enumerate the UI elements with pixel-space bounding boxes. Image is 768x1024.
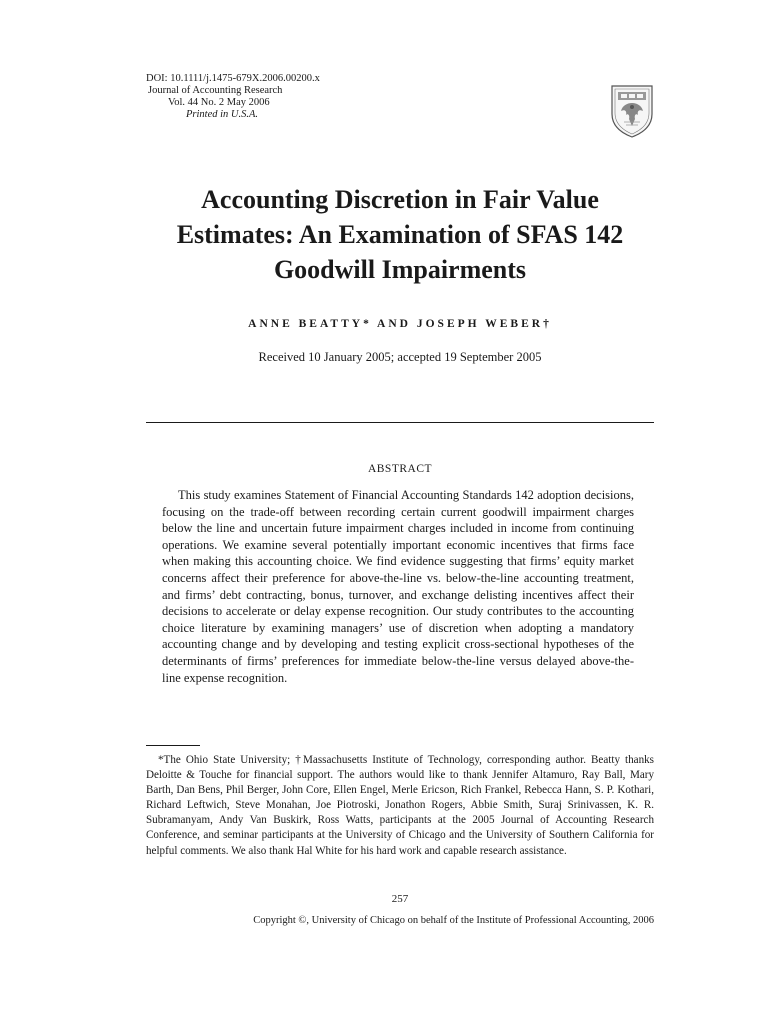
university-seal-icon [610,84,654,138]
section-divider [146,422,654,423]
journal-name: Journal of Accounting Research [148,85,283,96]
copyright-notice: Copyright ©, University of Chicago on behalf of the Institute of Professional Accounting, 2006 [253,915,654,926]
article-authors: ANNE BEATTY* AND JOSEPH WEBER† [248,318,552,330]
author-footnote: *The Ohio State University; †Massachusetts Institute of Technology, corresponding author. Beatty thanks Deloitte & Touche for financial support. The authors would like to thank Jennifer Altamuro, Ray Ball, Mary Barth, Dan Bens, Phil Berger, John Core, Ellen Engel, Merle Ericson, Rich Frankel, Rebecca Hann, S. P. Kothari, Richard Leftwich, Steve Monahan, Joe Piotroski, Jonathon Rogers, Abbie Smith, Suraj Srinivassen, K. R. Subramanyam, Andy Van Buskirk, Ross Watts, participants at the 2005 Journal of Accounting Research Conference, and seminar participants at the University of Chicago and the University of Southern California for helpful comments. We also thank Hal White for his hard work and capable research assistance. [146,754,654,857]
publication-metadata [146,73,320,121]
abstract-heading: ABSTRACT [367,463,433,475]
received-dates: Received 10 January 2005; accepted 19 September 2005 [258,350,542,364]
doi-line: DOI: 10.1111/j.1475-679X.2006.00200.x [146,73,320,84]
footnote-divider [146,745,200,746]
volume-issue: Vol. 44 No. 2 May 2006 [168,97,270,108]
article-title: Accounting Discretion in Fair Value Estimates: An Examination of SFAS 142 Goodwill Impairments [176,185,624,284]
page-number: 257 [391,893,409,905]
printed-location: Printed in U.S.A. [186,109,259,120]
abstract-text: This study examines Statement of Financial Accounting Standards 142 adoption decisions, focusing on the trade-off between recording certain current goodwill impairment charges below the line and uncertain future impairment charges included in income from continuing operations. We examine several potentially important economic incentives that firms face when making this accounting choice. We find evidence suggesting that firms’ equity market concerns affect their preference for above-the-line vs. below-the-line accounting treatment, and firms’ debt contracting, bonus, turnover, and exchange delisting incentives affect their decisions to accelerate or delay expense recognition. Our study contributes to the accounting choice literature by examining managers’ use of discretion when adopting a mandatory accounting change and by developing and testing explicit cross-sectional hypotheses of the determinants of firms’ preferences for immediate below-the-line versus delayed above-the-line expense recognition. [162,488,634,685]
